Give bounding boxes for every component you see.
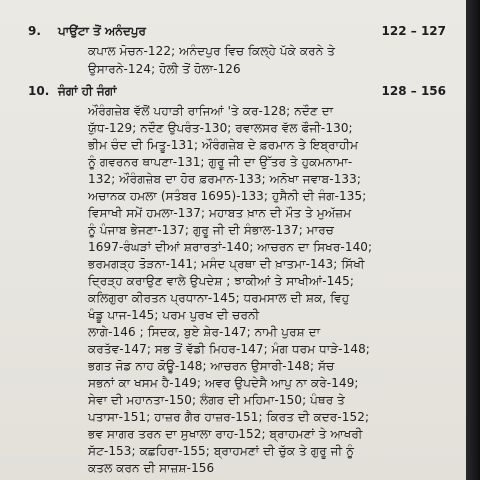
entry-subtopic-line: ਭਵ ਸਾਗਰ ਤਰਨ ਦਾ ਸੁਖਾਲਾ ਰਾਹ-152; ਬ੍ਰਾਹਮਣਾਂ ਤੇ ਆਖਰੀ — [88, 427, 363, 441]
entry-subtopic-line: ਭਰਮਗੜ੍ਹ ਤੋੜਨਾ-141; ਮਸੰਦ ਪ੍ਰਥਾ ਦੀ ਖ਼ਾਤਮਾ-143; ਸਿੱਖੀ — [88, 257, 365, 271]
entry-subtopic-line: ਯੁੱਧ-129; ਨਦੌਣ ਉਪਰੰਤ-130; ਰਵਾਲਸਰ ਵੱਲ ਫੌਜੀ-130; — [88, 121, 353, 135]
entry-title: ਪਾਉਂਟਾ ਤੋਂ ਅਨੰਦਪੁਰ — [58, 24, 146, 38]
entry-subtopic-line: ਕਤਲ ਕਰਨ ਦੀ ਸਾਜ਼ਸ਼-156 — [88, 461, 215, 475]
entry-subtopic-line: 132; ਔਰੰਗਜ਼ੇਬ ਦਾ ਹੋਰ ਫ਼ਰਮਾਨ-133; ਅਨੋਖਾ ਜਵਾਬ-133; — [88, 172, 362, 186]
entry-subtopic-line: ਵਿਸਾਖੀ ਸਮੇਂ ਹਮਲਾ-137; ਮਹਾਬਤ ਖ਼ਾਨ ਦੀ ਮੌਤ ਤੇ ਮੁਅੱਜ਼ਮ — [88, 206, 352, 220]
entry-subtopic-line: ਨੂੰ ਪੰਜਾਬ ਭੇਜਣਾ-137; ਗੁਰੂ ਜੀ ਦੀ ਸੰਭਾਲ-137; ਮਾਰਚ — [88, 223, 334, 237]
entry-title: ਜੰਗਾਂ ਹੀ ਜੰਗਾਂ — [58, 84, 117, 98]
entry-subtopic-line: ਸੱਟ-153; ਕਛਹਿਰਾ-155; ਬ੍ਰਾਹਮਣਾਂ ਦੀ ਚੁੱਕ ਤੇ ਗੁਰੂ ਜੀ ਨੂੰ — [88, 444, 354, 458]
entry-subtopic-line: ਕਪਾਲ ਮੋਚਨ-122; ਅਨੰਦਪੁਰ ਵਿਚ ਕਿਲ੍ਹੇ ਪੱਕੇ ਕਰਨੇ ਤੇ — [88, 44, 335, 58]
entry-subtopic-line: ਉਸਾਰਨੇ-124; ਹੋਲੀ ਤੋਂ ਹੋਲਾ-126 — [88, 62, 241, 76]
entry-subtopic-line: ਦ੍ਰਿੜ੍ਹ ਕਰਾਉਣ ਵਾਲੇ ਉਪਦੇਸ਼ ; ਝਾਕੀਆਂ ਤੇ ਸਾਖੀਆਂ-145; — [88, 274, 355, 288]
entry-subtopic-line: 1697-ਰੰਘੜਾਂ ਦੀਆਂ ਸ਼ਰਾਰਤਾਂ-140; ਆਚਰਨ ਦਾ ਸਿਖਰ-140; — [88, 240, 373, 254]
entry-subtopic-line: ਸੇਵਾ ਦੀ ਮਹਾਨਤਾ-150; ਲੰਗਰ ਦੀ ਮਹਿਮਾ-150; ਪੰਥਰ ਤੇ — [88, 393, 345, 407]
entry-number: 10. — [28, 84, 50, 98]
entry-page-range: 128 – 156 — [381, 84, 446, 98]
entry-subtopic-line: ਪਤਾਸਾ-151; ਹਾਜ਼ਰ ਗੈਰ ਹਾਜ਼ਰ-151; ਕਿਰਤ ਦੀ ਕਦਰ-152; — [88, 410, 370, 424]
entry-subtopic-line: ਔਰੰਗਜ਼ੇਬ ਵੱਲੋਂ ਪਹਾੜੀ ਰਾਜਿਆਂ 'ਤੇ ਕਰ-128; ਨਦੌਣ ਦਾ — [88, 104, 334, 118]
entry-subtopic-line: ਅਚਾਨਕ ਹਮਲਾ (ਸਤੰਬਰ 1695)-133; ਹੁਸੈਨੀ ਦੀ ਜੰਗ-135; — [88, 189, 367, 203]
entry-subtopic-line: ਖੰਡੂ ਪਾਜ-145; ਪਰਮ ਪੁਰਖ ਦੀ ਚਰਨੀ — [88, 308, 260, 322]
entry-subtopic-line: ਕਲਿਗੁਰਾ ਕੀਰਤਨ ਪ੍ਰਧਾਨਾ-145; ਧਰਮਸਾਲ ਦੀ ਸ਼ਕ, ਵਿਹੁ — [88, 291, 350, 305]
entry-number: 9. — [28, 24, 41, 38]
book-edge — [466, 0, 480, 480]
entry-subtopic-line: ਲਾਗੇ-146 ; ਸਿਦਕ, ਬੁਏ ਸ਼ੇਰ-147; ਨਾਮੀ ਪੁਰਸ਼ ਦਾ — [88, 325, 321, 339]
entry-subtopic-line: ਸਭਨਾਂ ਕਾ ਖਸਮ ਹੈ-149; ਅਵਰ ਉਪਦੇਸੈ ਆਪੁ ਨਾ ਕਰੇ-149; — [88, 376, 359, 390]
entry-subtopic-line: ਕਰਤੱਵ-147; ਸਭ ਤੋਂ ਵੱਡੀ ਮਿਹਰ-147; ਮੰਗ ਧਰਮ ਧਾੜੇ-148; — [88, 342, 370, 356]
entry-subtopic-line: ਭੀਮ ਚੰਦ ਦੀ ਮਿਤੂ-131; ਔਰੰਗਜ਼ੇਬ ਦੇ ਫ਼ਰਮਾਨ ਤੇ ਇਬ੍ਰਾਹੀਮ — [88, 138, 359, 152]
entry-subtopic-line: ਭਗਤ ਜੋਡ ਨਾਹ ਕੋਊ-148; ਆਚਰਨ ਉਸਾਰੀ-148; ਸੱਚ — [88, 359, 335, 373]
entry-subtopic-line: ਨੂੰ ਗਵਰਨਰ ਥਾਪਣਾ-131; ਗੁਰੂ ਜੀ ਦਾ ਉੱਤਰ ਤੇ ਹੁਕਮਨਾਮਾ- — [88, 155, 353, 169]
entry-page-range: 122 – 127 — [381, 24, 446, 38]
